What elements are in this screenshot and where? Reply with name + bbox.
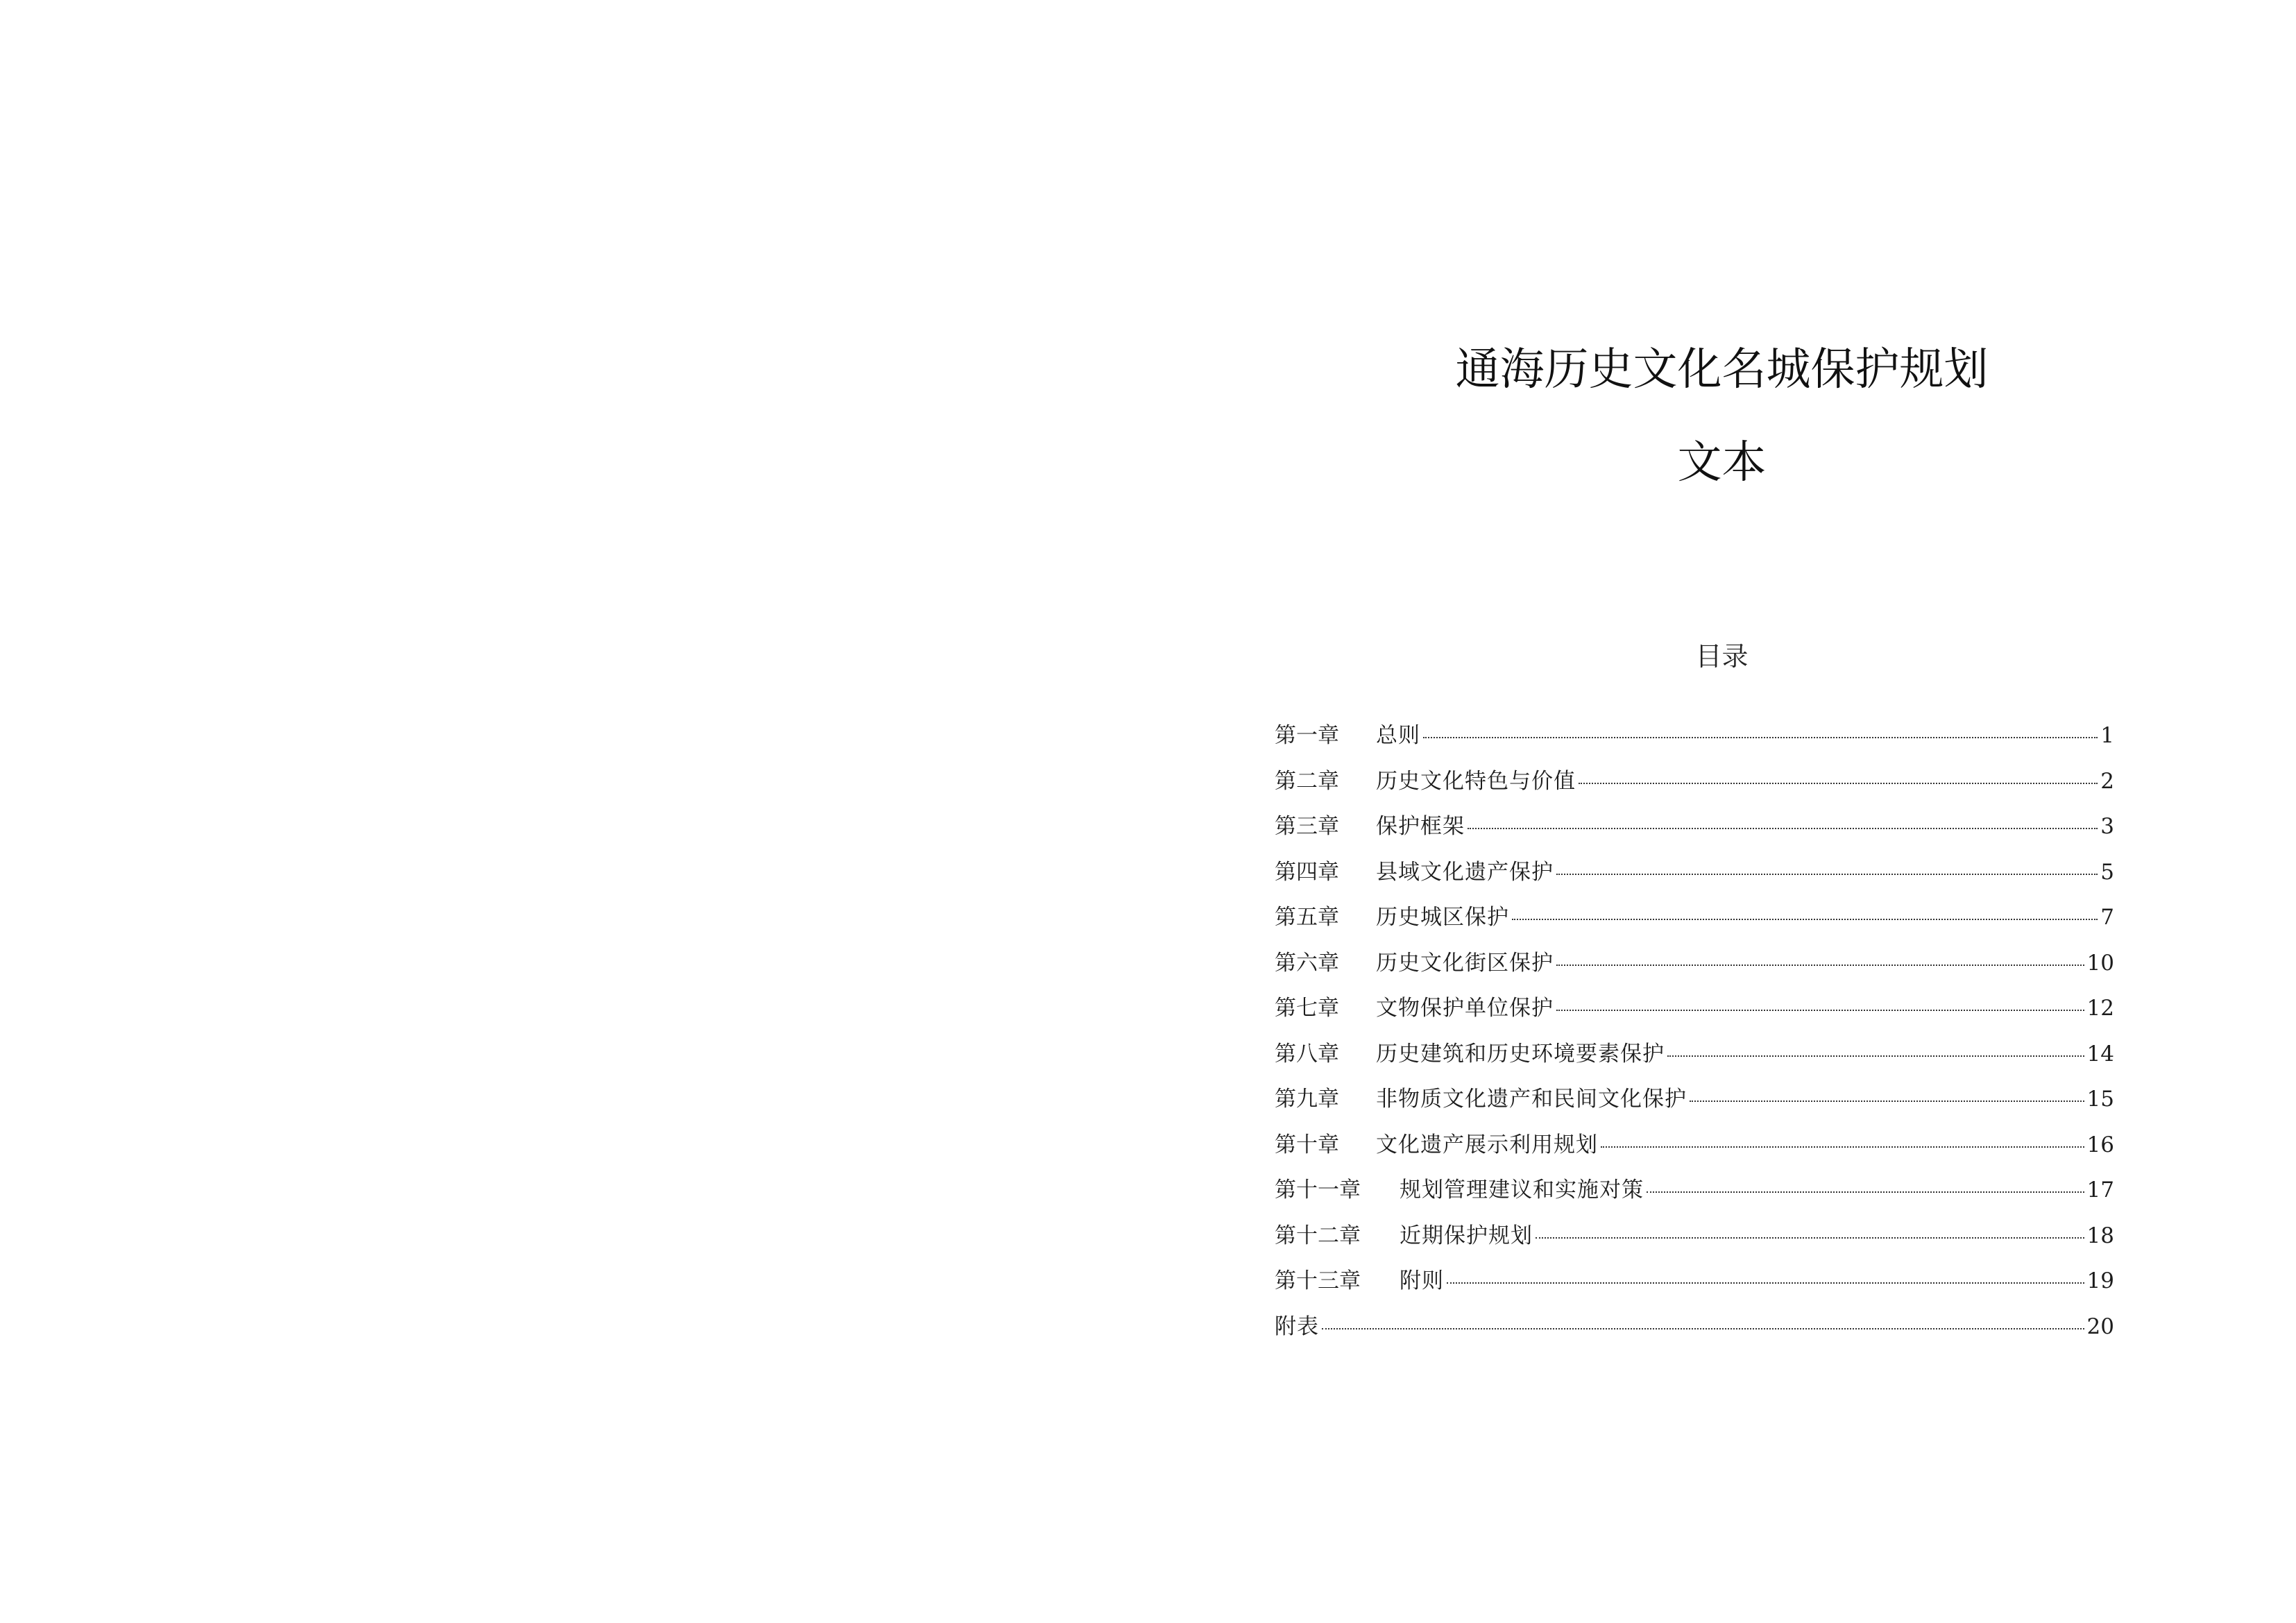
toc-chapter-number: 第十三章 [1275,1268,1361,1293]
toc-entry-chapter-12[interactable] [1275,1222,2114,1268]
toc-dot-leader [1667,1055,2084,1057]
toc-dot-leader [1647,1191,2084,1193]
toc-entry-chapter-5[interactable] [1275,903,2114,949]
toc-chapter-title: 近期保护规划 [1400,1223,1533,1248]
toc-page-number: 3 [2100,814,2114,839]
toc-chapter-title: 总则 [1376,723,1420,748]
toc-chapter-number: 第三章 [1275,814,1339,839]
toc-entry-chapter-13[interactable] [1275,1267,2114,1313]
toc-dot-leader [1556,874,2098,875]
toc-dot-leader [1556,1010,2084,1011]
toc-page-number: 14 [2086,1041,2114,1067]
toc-chapter-title: 附表 [1275,1314,1319,1339]
toc-chapter-number: 第四章 [1275,859,1339,885]
toc-page-number: 17 [2086,1178,2114,1203]
toc-entry-chapter-6[interactable] [1275,949,2114,995]
toc-chapter-title: 历史文化街区保护 [1376,950,1554,976]
toc-entry-chapter-2[interactable] [1275,767,2114,813]
toc-chapter-number: 第二章 [1275,768,1339,794]
document-subtitle: 文本 [1677,437,1767,488]
toc-dot-leader [1690,1101,2084,1102]
toc-page-number: 7 [2100,905,2114,930]
toc-page-number: 5 [2100,859,2114,885]
toc-entry-appendix[interactable] [1275,1313,2114,1359]
toc-entry-chapter-11[interactable] [1275,1176,2114,1222]
toc-dot-leader [1601,1146,2084,1148]
toc-dot-leader [1512,919,2098,920]
toc-dot-leader [1556,965,2084,966]
toc-chapter-number: 第十二章 [1275,1223,1361,1248]
toc-heading: 目录 [1695,641,1749,672]
toc-page-number: 2 [2100,768,2114,794]
toc-chapter-number: 第六章 [1275,950,1339,976]
toc-chapter-number: 第七章 [1275,996,1339,1021]
toc-entry-chapter-10[interactable] [1275,1131,2114,1177]
toc-chapter-title: 保护框架 [1376,814,1465,839]
toc-dot-leader [1468,828,2098,829]
toc-chapter-number: 第十一章 [1275,1178,1361,1203]
toc-chapter-title: 历史文化特色与价值 [1376,768,1576,794]
toc-chapter-number: 第十章 [1275,1132,1339,1157]
toc-page-number: 10 [2086,950,2114,976]
toc-entry-chapter-1[interactable] [1275,722,2114,767]
toc-dot-leader [1579,783,2098,784]
contents-page [1148,0,2296,1623]
toc-chapter-title: 县域文化遗产保护 [1376,859,1554,885]
toc-dot-leader [1447,1282,2084,1284]
toc-entry-chapter-7[interactable] [1275,994,2114,1040]
toc-chapter-title: 附则 [1400,1268,1444,1293]
toc-chapter-title: 历史城区保护 [1376,905,1509,930]
toc-page-number: 12 [2086,996,2114,1021]
toc-chapter-number: 第五章 [1275,905,1339,930]
toc-entry-chapter-9[interactable] [1275,1085,2114,1131]
toc-page-number: 1 [2100,723,2114,748]
toc-entry-chapter-8[interactable] [1275,1040,2114,1086]
toc-page-number: 16 [2086,1132,2114,1157]
toc-page-number: 19 [2086,1268,2114,1293]
toc-entry-chapter-4[interactable] [1275,858,2114,904]
toc-dot-leader [1423,737,2098,738]
toc-entry-chapter-3[interactable] [1275,813,2114,858]
toc-chapter-title: 历史建筑和历史环境要素保护 [1376,1041,1665,1067]
toc-chapter-number: 第一章 [1275,723,1339,748]
table-of-contents [1275,722,2114,1358]
toc-chapter-title: 规划管理建议和实施对策 [1400,1178,1644,1203]
toc-page-number: 15 [2086,1087,2114,1112]
toc-chapter-title: 非物质文化遗产和民间文化保护 [1376,1087,1687,1112]
toc-chapter-title: 文化遗产展示利用规划 [1376,1132,1598,1157]
toc-dot-leader [1536,1237,2084,1239]
toc-chapter-number: 第九章 [1275,1087,1339,1112]
toc-chapter-number: 第八章 [1275,1041,1339,1067]
toc-dot-leader [1322,1328,2084,1329]
toc-chapter-title: 文物保护单位保护 [1376,996,1554,1021]
document-title: 通海历史文化名城保护规划 [1455,344,1989,396]
toc-page-number: 20 [2086,1314,2114,1339]
toc-page-number: 18 [2086,1223,2114,1248]
